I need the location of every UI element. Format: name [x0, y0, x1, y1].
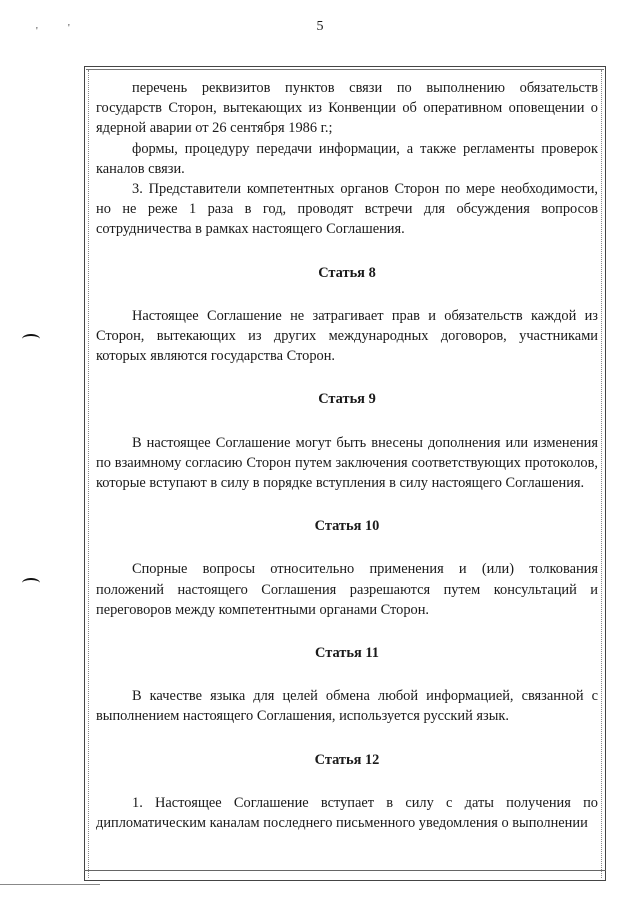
frame-inner-right-line: [601, 70, 602, 878]
frame-inner-top-line: [86, 69, 604, 70]
binding-hole-mark-upper: [22, 334, 40, 344]
article-10-text: Спорные вопросы относительно применения и (или) толкования положений настоящего Соглашения разрешаются путем консультаций и переговоров между компетентными органами Сторон.: [96, 561, 598, 618]
article-8-heading: Статья 8: [318, 264, 376, 281]
scan-mark-left: ': [36, 26, 38, 37]
document-body: [96, 78, 598, 833]
paragraph-forms-procedure: формы, процедуру передачи информации, а также регламенты проверок каналов связи.: [96, 140, 598, 177]
frame-inner-left-line: [88, 70, 89, 878]
paragraph-meetings-clause: 3. Представители компетентных органов Сторон по мере необходимости, но не реже 1 раза в год, проводят встречи для обсуждения вопросов сотрудничества в рамках настоящего Соглашения.: [96, 181, 598, 238]
article-11-heading: Статья 11: [315, 645, 379, 662]
article-12-text: 1. Настоящее Соглашение вступает в силу с даты получения по дипломатическим каналам последнего письменного уведомления о выполнении: [96, 794, 598, 832]
article-11-text: В качестве языка для целей обмена любой информацией, связанной с выполнением настоящего Соглашения, используется русский язык.: [96, 688, 598, 725]
scan-edge-line: [0, 884, 100, 885]
paragraph-requisites-list: перечень реквизитов пунктов связи по выполнению обязательств государств Сторон, вытекающих из Конвенции об оперативном оповещении о ядерной аварии от 26 сентября 1986 г.;: [96, 80, 598, 137]
scan-mark-right: ': [68, 23, 70, 34]
article-9-heading: Статья 9: [318, 391, 376, 408]
article-8-text: Настоящее Соглашение не затрагивает прав и обязательств каждой из Сторон, вытекающих из других международных договоров, участниками которых являются государства Сторон.: [96, 307, 598, 365]
page-number: 5: [316, 19, 324, 34]
article-9-text: В настоящее Соглашение могут быть внесены дополнения или изменения по взаимному согласию Сторон путем заключения соответствующих протоколов, которые вступают в силу в порядке вступления в силу настоящего Соглашения.: [96, 434, 598, 492]
frame-bottom-line: [84, 870, 606, 871]
binding-hole-mark-lower: [22, 578, 40, 588]
article-12-heading: Статья 12: [314, 751, 380, 768]
article-10-heading: Статья 10: [314, 518, 380, 535]
